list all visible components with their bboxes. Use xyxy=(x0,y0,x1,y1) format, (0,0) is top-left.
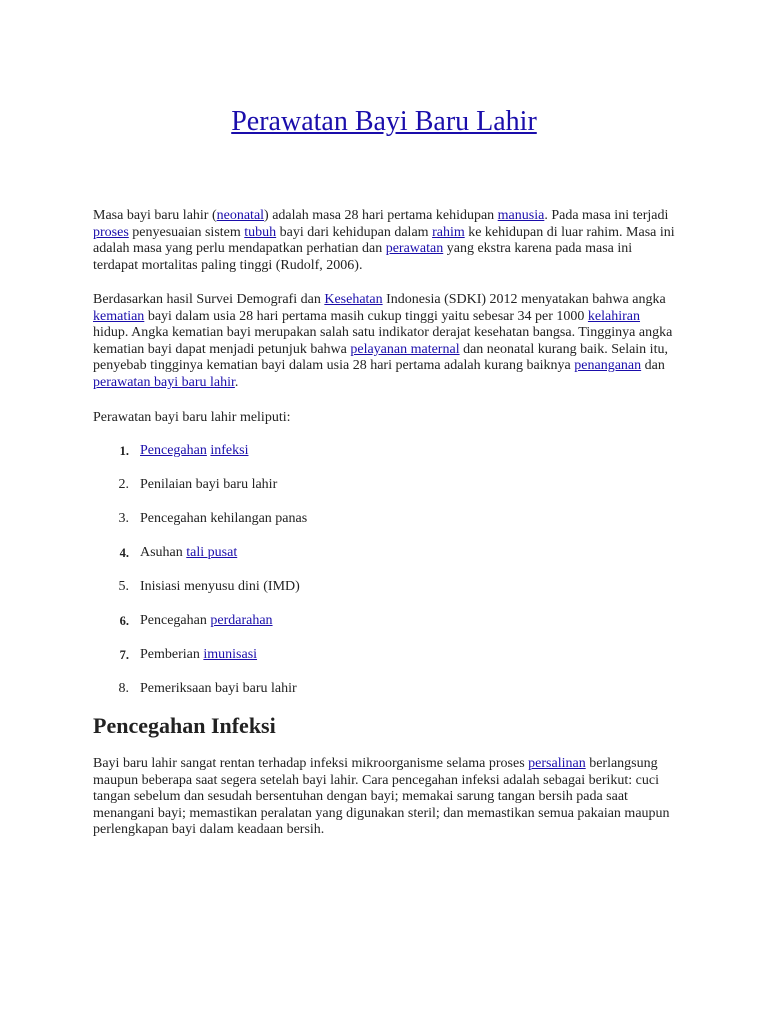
list-text: Pemeriksaan bayi baru lahir xyxy=(140,681,297,696)
list-number: 3. xyxy=(118,511,129,526)
list-number: 6. xyxy=(119,614,129,628)
link-manusia[interactable]: manusia xyxy=(497,208,545,223)
list-text: Penilaian bayi baru lahir xyxy=(140,477,278,492)
section-heading: Pencegahan Infeksi xyxy=(93,713,276,738)
list-number: 2. xyxy=(118,477,129,492)
list-item xyxy=(93,578,675,612)
list-number: 4. xyxy=(119,546,129,560)
list-text: Pencegahan kehilangan panas xyxy=(140,511,308,526)
link-infeksi[interactable]: infeksi xyxy=(210,443,249,458)
list-item: 6. Pencegahan perdarahan xyxy=(93,612,675,646)
link-rahim[interactable]: rahim xyxy=(432,224,465,240)
list-item xyxy=(93,442,675,476)
statistics-paragraph: Berdasarkan hasil Survei Demografi dan Kesehatan Indonesia (SDKI) 2012 menyatakan bahwa angka kematian bayi dalam usia 28 hari pertama masih cukup tinggi yaitu sebesar 34 per 1000 kelahiran hidup. Angka kematian bayi merupakan salah satu indikator derajat kesehatan bangsa. Tingginya angka kematian bayi dapat menjadi petunjuk bahwa pelayanan maternal dan neonatal kurang baik. Selain itu, penyebab tingginya kematian bayi dalam usia 28 hari pertama adalah kurang baiknya penanganan dan perawatan bayi baru lahir. xyxy=(93,292,673,390)
list-item: 7. Pemberian imunisasi xyxy=(93,646,675,680)
link-neonatal[interactable]: neonatal xyxy=(216,208,265,223)
link-perawatan-bayi-baru-lahir[interactable]: perawatan bayi baru lahir xyxy=(93,374,235,390)
link-kelahiran[interactable]: kelahiran xyxy=(587,308,641,324)
list-number: 8. xyxy=(118,681,129,696)
link-kematian[interactable]: kematian xyxy=(93,308,145,324)
title-link[interactable]: Perawatan Bayi Baru Lahir xyxy=(231,106,537,137)
list-item xyxy=(93,510,675,544)
link-perawatan[interactable]: perawatan xyxy=(385,241,444,257)
infection-paragraph: Bayi baru lahir sangat rentan terhadap infeksi mikroorganisme selama proses persalinan berlangsung maupun beberapa saat segera setelah bayi lahir. Cara pencegahan infeksi adalah sebagai berikut: cuci tangan sebelum dan sesudah bersentuhan dengan bayi; memakai sarung tangan bersih pada saat menangani bayi; memastikan peralatan yang digunakan steril; dan memastikan semua pakaian maupun perlengkapan bayi dalam keadaan bersih. xyxy=(93,756,670,838)
list-number: 1. xyxy=(119,444,129,458)
list-item xyxy=(93,680,675,714)
intro-paragraph: Masa bayi baru lahir (neonatal) adalah masa 28 hari pertama kehidupan manusia. Pada masa ini terjadi proses penyesuaian sistem tubuh bayi dari kehidupan dalam rahim ke kehidupan di luar rahim. Masa ini adalah masa yang perlu mendapatkan perhatian dan perawatan yang ekstra karena pada masa ini terdapat mortalitas paling tinggi (Rudolf, 2006). xyxy=(93,208,675,273)
care-list xyxy=(93,442,675,714)
list-number: 5. xyxy=(118,579,129,594)
page-title xyxy=(93,104,675,140)
link-tali-pusat[interactable]: tali pusat xyxy=(186,545,238,560)
link-proses[interactable]: proses xyxy=(93,224,129,240)
list-item xyxy=(93,476,675,510)
link-pencegahan[interactable]: Pencegahan xyxy=(140,443,207,458)
list-item: 4. Asuhan tali pusat xyxy=(93,544,675,578)
link-persalinan[interactable]: persalinan xyxy=(528,756,586,771)
link-tubuh[interactable]: tubuh xyxy=(244,224,277,240)
link-imunisasi[interactable]: imunisasi xyxy=(203,647,258,662)
list-intro: Perawatan bayi baru lahir meliputi: xyxy=(93,410,291,425)
link-penanganan[interactable]: penanganan xyxy=(574,358,642,374)
list-text: Inisiasi menyusu dini (IMD) xyxy=(140,579,300,594)
link-pelayanan-maternal[interactable]: pelayanan maternal xyxy=(350,341,460,357)
link-perdarahan[interactable]: perdarahan xyxy=(210,613,273,628)
list-number: 7. xyxy=(119,648,129,662)
link-kesehatan[interactable]: Kesehatan xyxy=(324,292,383,307)
